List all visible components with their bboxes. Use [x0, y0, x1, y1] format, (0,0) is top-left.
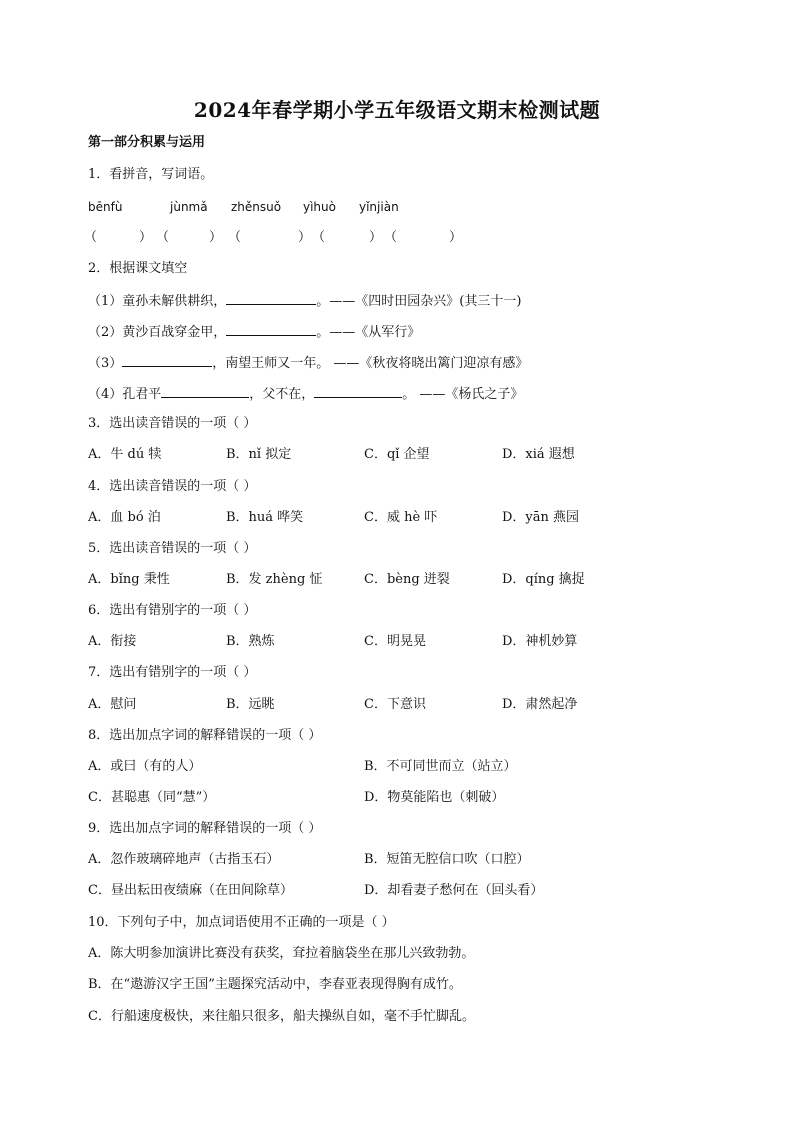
answer-paren-1-open: （ — [84, 230, 98, 245]
option-b[interactable]: B．huá 哗笑 — [226, 510, 304, 525]
option-d[interactable]: D．神机妙算 — [502, 634, 578, 649]
fill-line-3 — [88, 353, 528, 373]
option-b[interactable]: B．熟炼 — [226, 634, 275, 649]
question-9-stem: 9．选出加点字词的解释错误的一项（ ） — [88, 821, 322, 836]
option-c[interactable]: C．明晃晃 — [364, 634, 426, 649]
fill-line-4-middle: ，父不在， — [249, 387, 315, 402]
fill-line-2-prefix: （2）黄沙百战穿金甲， — [88, 325, 227, 340]
option-b[interactable]: B．不可同世而立（站立） — [364, 759, 517, 774]
fill-line-1 — [88, 291, 521, 311]
question-5-stem: 5．选出读音错误的一项（ ） — [88, 541, 257, 556]
answer-paren-2-open: （ — [156, 230, 170, 245]
option-b[interactable]: B．远眺 — [226, 697, 275, 712]
question-3-stem: 3．选出读音错误的一项（ ） — [88, 416, 257, 431]
pinyin-4: yìhuò — [303, 200, 336, 214]
question-10-stem: 10．下列句子中，加点词语使用不正确的一项是（ ） — [88, 915, 395, 930]
pinyin-2: jùnmǎ — [170, 200, 208, 214]
option-d[interactable]: D．却看妻子愁何在（回头看） — [364, 883, 544, 898]
option-a[interactable]: A．陈大明参加演讲比赛没有获奖，耷拉着脑袋坐在那儿兴致勃勃。 — [88, 946, 475, 961]
option-b[interactable]: B．短笛无腔信口吹（口腔） — [364, 852, 530, 867]
fill-blank[interactable] — [122, 353, 212, 367]
option-d[interactable]: D．肃然起净 — [502, 697, 578, 712]
option-c[interactable]: C．行船速度极快，来往船只很多，船夫操纵自如，毫不手忙脚乱。 — [88, 1009, 475, 1024]
option-c[interactable]: C．qǐ 企望 — [364, 447, 430, 462]
question-8-stem: 8．选出加点字词的解释错误的一项（ ） — [88, 728, 322, 743]
question-2-stem: 2．根据课文填空 — [88, 261, 188, 276]
fill-blank[interactable] — [161, 384, 249, 398]
fill-line-2-suffix: 。——《从军行》 — [316, 325, 421, 340]
answer-paren-3-close: ） — [298, 230, 312, 245]
option-a[interactable]: A．慰问 — [88, 697, 137, 712]
option-a[interactable]: A．忽作玻璃碎地声（古指玉石） — [88, 852, 280, 867]
fill-blank[interactable] — [314, 384, 402, 398]
option-c[interactable]: C．bèng 迸裂 — [364, 572, 450, 587]
option-b[interactable]: B．发 zhèng 怔 — [226, 572, 323, 587]
fill-line-1-suffix: 。——《四时田园杂兴》(其三十一) — [316, 294, 522, 309]
option-a[interactable]: A．或曰（有的人） — [88, 759, 202, 774]
fill-line-4-prefix: （4）孔君平 — [88, 387, 162, 402]
option-b[interactable]: B．nǐ 拟定 — [226, 447, 292, 462]
option-b[interactable]: B．在“遨游汉字王国”主题探究活动中，李春亚表现得胸有成竹。 — [88, 977, 462, 992]
option-a[interactable]: A．牛 dú 犊 — [88, 447, 162, 462]
answer-paren-2-close: ） — [209, 230, 223, 245]
answer-paren-5-close: ） — [449, 230, 463, 245]
fill-line-3-suffix: ，南望王师又一年。 ——《秋夜将晓出篱门迎凉有感》 — [212, 356, 529, 371]
option-c[interactable]: C．甚聪惠（同“慧”） — [88, 790, 216, 805]
pinyin-1: bēnfù — [88, 200, 123, 214]
question-4-stem: 4．选出读音错误的一项（ ） — [88, 479, 257, 494]
option-a[interactable]: A．血 bó 泊 — [88, 510, 161, 525]
question-7-stem: 7．选出有错别字的一项（ ） — [88, 665, 257, 680]
fill-line-3-prefix: （3） — [88, 356, 123, 371]
option-c[interactable]: C．下意识 — [364, 697, 426, 712]
fill-blank[interactable] — [226, 291, 316, 305]
option-d[interactable]: D．物莫能陷也（刺破） — [364, 790, 505, 805]
pinyin-5: yǐnjiàn — [359, 200, 399, 214]
pinyin-3: zhěnsuǒ — [231, 200, 282, 214]
fill-line-2 — [88, 322, 420, 342]
fill-line-1-prefix: （1）童孙未解供耕织， — [88, 294, 227, 309]
answer-paren-1-close: ） — [139, 230, 153, 245]
option-d[interactable]: D．xiá 遐想 — [502, 447, 575, 462]
question-6-stem: 6．选出有错别字的一项（ ） — [88, 603, 257, 618]
answer-paren-5-open: （ — [384, 230, 398, 245]
option-d[interactable]: D．yān 燕园 — [502, 510, 580, 525]
answer-paren-4-open: （ — [312, 230, 326, 245]
option-a[interactable]: A．衔接 — [88, 634, 137, 649]
fill-line-4 — [88, 384, 523, 404]
fill-line-4-suffix: 。 ——《杨氏之子》 — [402, 387, 524, 402]
fill-blank[interactable] — [226, 322, 316, 336]
option-c[interactable]: C．威 hè 吓 — [364, 510, 438, 525]
section-heading: 第一部分积累与运用 — [88, 135, 206, 150]
option-a[interactable]: A．bǐng 秉性 — [88, 572, 170, 587]
answer-paren-3-open: （ — [228, 230, 242, 245]
answer-paren-4-close: ） — [369, 230, 383, 245]
page-title: 2024年春学期小学五年级语文期末检测试题 — [193, 98, 601, 122]
option-c[interactable]: C．昼出耘田夜绩麻（在田间除草） — [88, 883, 293, 898]
option-d[interactable]: D．qíng 擒捉 — [502, 572, 585, 587]
question-1-stem: 1．看拼音，写词语。 — [88, 167, 214, 182]
